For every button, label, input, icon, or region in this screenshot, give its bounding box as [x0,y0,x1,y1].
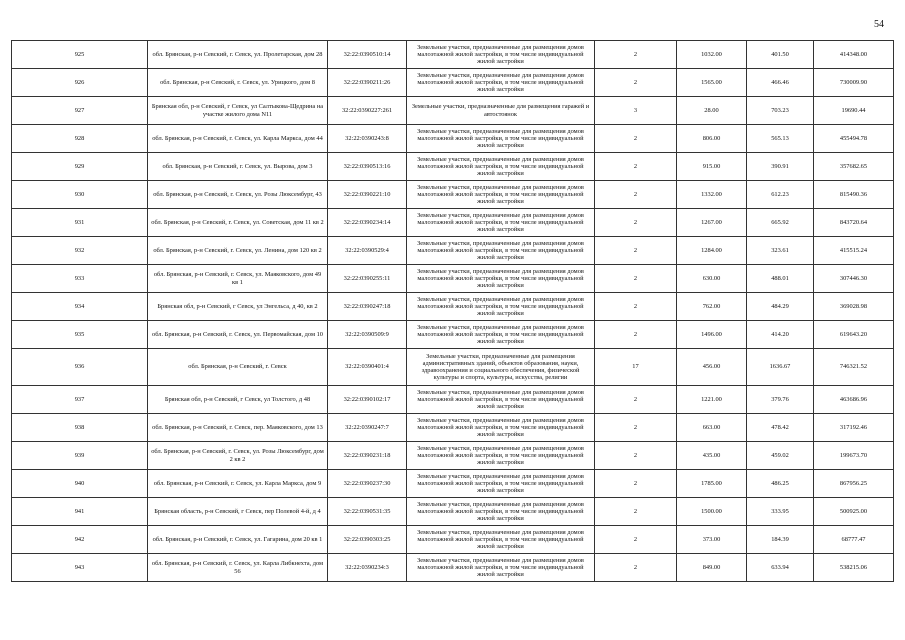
cadastral-value-table [11,40,894,582]
land-use-category-cell: Земельные участки, предназначенные для размещения домов малоэтажной жилой застройки, в том числе индивидуальной жилой застройки [407,498,595,526]
group-number-cell: 2 [595,153,677,181]
cadastral-number-cell: 32:22:0390234:3 [328,554,407,582]
table-row [12,349,894,386]
table-row [12,209,894,237]
cadastral-cost-cell: 619643.20 [814,321,894,349]
group-number-cell: 2 [595,386,677,414]
specific-value-cell: 379.76 [747,386,814,414]
specific-value-cell: 478.42 [747,414,814,442]
specific-value-cell: 484.29 [747,293,814,321]
group-number-cell: 2 [595,321,677,349]
group-number-cell: 2 [595,125,677,153]
cadastral-number-cell: 32:22:0390510:14 [328,41,407,69]
row-number-cell: 938 [12,414,148,442]
land-use-category-cell: Земельные участки, предназначенные для размещения домов малоэтажной жилой застройки, в том числе индивидуальной жилой застройки [407,554,595,582]
address-cell: Брянская область, р-н Севский, г Севск, пер Полевой 4-й, д 4 [148,498,328,526]
specific-value-cell: 703.23 [747,97,814,125]
address-cell: обл. Брянская, р-н Севский, г. Севск, ул. Первомайская, дом 10 [148,321,328,349]
specific-value-cell: 486.25 [747,470,814,498]
group-number-cell: 2 [595,209,677,237]
area-cell: 435.00 [677,442,747,470]
specific-value-cell: 323.61 [747,237,814,265]
cadastral-cost-cell: 199673.70 [814,442,894,470]
row-number-cell: 929 [12,153,148,181]
land-use-category-cell: Земельные участки, предназначенные для размещения домов малоэтажной жилой застройки, в том числе индивидуальной жилой застройки [407,386,595,414]
specific-value-cell: 488.01 [747,265,814,293]
area-cell: 1267.00 [677,209,747,237]
specific-value-cell: 333.95 [747,498,814,526]
cadastral-cost-cell: 730009.90 [814,69,894,97]
table-row [12,470,894,498]
cadastral-number-cell: 32:22:0390234:14 [328,209,407,237]
address-cell: обл. Брянская, р-н Севский, г. Севск, пер. Маяковского, дом 13 [148,414,328,442]
cadastral-cost-cell: 307446.30 [814,265,894,293]
group-number-cell: 2 [595,470,677,498]
specific-value-cell: 401.50 [747,41,814,69]
table-row [12,414,894,442]
row-number-cell: 934 [12,293,148,321]
cadastral-number-cell: 32:22:0390401:4 [328,349,407,386]
area-cell: 1500.00 [677,498,747,526]
area-cell: 456.00 [677,349,747,386]
cadastral-cost-cell: 357682.65 [814,153,894,181]
group-number-cell: 2 [595,181,677,209]
group-number-cell: 17 [595,349,677,386]
cadastral-cost-cell: 455494.78 [814,125,894,153]
cadastral-cost-cell: 317192.46 [814,414,894,442]
cadastral-number-cell: 32:22:0390221:10 [328,181,407,209]
cadastral-cost-cell: 19690.44 [814,97,894,125]
address-cell: Брянская обл, р-н Севский, г Севск, ул Энгельса, д 40, кв 2 [148,293,328,321]
specific-value-cell: 459.02 [747,442,814,470]
cadastral-number-cell: 32:22:0390247:18 [328,293,407,321]
land-use-category-cell: Земельные участки, предназначенные для размещения домов малоэтажной жилой застройки, в том числе индивидуальной жилой застройки [407,153,595,181]
table-row [12,386,894,414]
land-use-category-cell: Земельные участки, предназначенные для размещения гаражей и автостоянок [407,97,595,125]
row-number-cell: 940 [12,470,148,498]
area-cell: 849.00 [677,554,747,582]
cadastral-number-cell: 32:22:0390303:25 [328,526,407,554]
specific-value-cell: 565.13 [747,125,814,153]
land-use-category-cell: Земельные участки, предназначенные для размещения домов малоэтажной жилой застройки, в том числе индивидуальной жилой застройки [407,293,595,321]
table-row [12,554,894,582]
address-cell: обл. Брянская, р-н Севский, г. Севск, ул. Урицкого, дом 8 [148,69,328,97]
specific-value-cell: 184.39 [747,526,814,554]
row-number-cell: 933 [12,265,148,293]
row-number-cell: 927 [12,97,148,125]
row-number-cell: 925 [12,41,148,69]
table-row [12,69,894,97]
address-cell: обл. Брянская, р-н Севский, г. Севск, ул. Карла Маркса, дом 9 [148,470,328,498]
address-cell: Брянская обл, р-н Севский, г Севск, ул Салтыкова-Щедрина на участке жилого дома N11 [148,97,328,125]
cadastral-cost-cell: 843720.64 [814,209,894,237]
area-cell: 1565.00 [677,69,747,97]
row-number-cell: 939 [12,442,148,470]
cadastral-cost-cell: 815490.36 [814,181,894,209]
group-number-cell: 2 [595,237,677,265]
table-row [12,442,894,470]
address-cell: обл. Брянская, р-н Севский, г. Севск [148,349,328,386]
address-cell: обл. Брянская, р-н Севский, г. Севск, ул. Розы Люксембург, 43 [148,181,328,209]
table-row [12,293,894,321]
specific-value-cell: 466.46 [747,69,814,97]
cadastral-number-cell: 32:22:0390509:9 [328,321,407,349]
address-cell: обл. Брянская, р-н Севский, г. Севск, ул. Маяковского, дом 49 кв 1 [148,265,328,293]
row-number-cell: 930 [12,181,148,209]
table-row [12,237,894,265]
specific-value-cell: 665.92 [747,209,814,237]
group-number-cell: 2 [595,442,677,470]
address-cell: обл. Брянская, р-н Севский, г. Севск, ул. Розы Люксембург, дом 2 кв 2 [148,442,328,470]
area-cell: 1032.00 [677,41,747,69]
row-number-cell: 935 [12,321,148,349]
cadastral-cost-cell: 68777.47 [814,526,894,554]
cadastral-number-cell: 32:22:0390529:4 [328,237,407,265]
cadastral-number-cell: 32:22:0390243:8 [328,125,407,153]
land-use-category-cell: Земельные участки, предназначенные для размещения домов малоэтажной жилой застройки, в том числе индивидуальной жилой застройки [407,41,595,69]
specific-value-cell: 612.23 [747,181,814,209]
specific-value-cell: 1636.67 [747,349,814,386]
table-row [12,125,894,153]
specific-value-cell: 414.20 [747,321,814,349]
cadastral-cost-cell: 415515.24 [814,237,894,265]
cadastral-number-cell: 32:22:0390237:30 [328,470,407,498]
cadastral-cost-cell: 867956.25 [814,470,894,498]
row-number-cell: 936 [12,349,148,386]
cadastral-cost-cell: 538215.06 [814,554,894,582]
land-use-category-cell: Земельные участки, предназначенные для размещения домов малоэтажной жилой застройки, в том числе индивидуальной жилой застройки [407,321,595,349]
table-row [12,153,894,181]
area-cell: 1496.00 [677,321,747,349]
land-use-category-cell: Земельные участки, предназначенные для размещения домов малоэтажной жилой застройки, в том числе индивидуальной жилой застройки [407,181,595,209]
cadastral-cost-cell: 746321.52 [814,349,894,386]
address-cell: обл. Брянская, р-н Севский, г. Севск, ул. Карла Либкнехта, дом 56 [148,554,328,582]
cadastral-number-cell: 32:22:0390531:35 [328,498,407,526]
cadastral-number-cell: 32:22:0390247:7 [328,414,407,442]
land-use-category-cell: Земельные участки, предназначенные для размещения домов малоэтажной жилой застройки, в том числе индивидуальной жилой застройки [407,526,595,554]
row-number-cell: 928 [12,125,148,153]
land-use-category-cell: Земельные участки, предназначенные для размещения домов малоэтажной жилой застройки, в том числе индивидуальной жилой застройки [407,209,595,237]
land-use-category-cell: Земельные участки, предназначенные для размещения домов малоэтажной жилой застройки, в том числе индивидуальной жилой застройки [407,470,595,498]
table-row [12,41,894,69]
area-cell: 1332.00 [677,181,747,209]
land-use-category-cell: Земельные участки, предназначенные для размещения административных зданий, объектов образования, науки, здравоохранения и социального обеспечения, физической культуры и спорта, культуры, искусства, религии [407,349,595,386]
cadastral-number-cell: 32:22:0390102:17 [328,386,407,414]
table-row [12,97,894,125]
group-number-cell: 2 [595,41,677,69]
row-number-cell: 943 [12,554,148,582]
row-number-cell: 926 [12,69,148,97]
table-row [12,498,894,526]
group-number-cell: 2 [595,265,677,293]
area-cell: 1785.00 [677,470,747,498]
address-cell: обл. Брянская, р-н Севский, г. Севск, ул. Советская, дом 11 кв 2 [148,209,328,237]
row-number-cell: 932 [12,237,148,265]
area-cell: 28.00 [677,97,747,125]
cadastral-cost-cell: 463686.96 [814,386,894,414]
land-use-category-cell: Земельные участки, предназначенные для размещения домов малоэтажной жилой застройки, в том числе индивидуальной жилой застройки [407,442,595,470]
area-cell: 630.00 [677,265,747,293]
table-row [12,181,894,209]
cadastral-cost-cell: 500925.00 [814,498,894,526]
row-number-cell: 941 [12,498,148,526]
cadastral-number-cell: 32:22:0390513:16 [328,153,407,181]
cadastral-number-cell: 32:22:0390211:26 [328,69,407,97]
row-number-cell: 931 [12,209,148,237]
area-cell: 1221.00 [677,386,747,414]
table-row [12,265,894,293]
row-number-cell: 937 [12,386,148,414]
table-row [12,526,894,554]
area-cell: 915.00 [677,153,747,181]
land-use-category-cell: Земельные участки, предназначенные для размещения домов малоэтажной жилой застройки, в том числе индивидуальной жилой застройки [407,125,595,153]
group-number-cell: 2 [595,526,677,554]
area-cell: 806.00 [677,125,747,153]
address-cell: обл. Брянская, р-н Севский, г. Севск, ул. Ленина, дом 120 кв 2 [148,237,328,265]
address-cell: обл. Брянская, р-н Севский, г. Севск, ул. Вырова, дом 3 [148,153,328,181]
table-body [12,41,894,582]
specific-value-cell: 633.94 [747,554,814,582]
cadastral-cost-cell: 369028.98 [814,293,894,321]
address-cell: Брянская обл, р-н Севский, г Севск, ул Толстого, д 48 [148,386,328,414]
cadastral-number-cell: 32:22:0390231:18 [328,442,407,470]
address-cell: обл. Брянская, р-н Севский, г. Севск, ул. Пролетарская, дом 28 [148,41,328,69]
area-cell: 373.00 [677,526,747,554]
group-number-cell: 2 [595,414,677,442]
cadastral-cost-cell: 414348.00 [814,41,894,69]
group-number-cell: 2 [595,69,677,97]
address-cell: обл. Брянская, р-н Севский, г. Севск, ул. Гагарина, дом 20 кв 1 [148,526,328,554]
specific-value-cell: 390.91 [747,153,814,181]
land-use-category-cell: Земельные участки, предназначенные для размещения домов малоэтажной жилой застройки, в том числе индивидуальной жилой застройки [407,69,595,97]
address-cell: обл. Брянская, р-н Севский, г. Севск, ул. Карла Маркса, дом 44 [148,125,328,153]
area-cell: 1284.00 [677,237,747,265]
table-row [12,321,894,349]
area-cell: 762.00 [677,293,747,321]
cadastral-number-cell: 32:22:0390255:11 [328,265,407,293]
row-number-cell: 942 [12,526,148,554]
page-number: 54 [874,19,884,30]
cadastral-number-cell: 32:22:0390227:261 [328,97,407,125]
land-use-category-cell: Земельные участки, предназначенные для размещения домов малоэтажной жилой застройки, в том числе индивидуальной жилой застройки [407,265,595,293]
area-cell: 663.00 [677,414,747,442]
land-use-category-cell: Земельные участки, предназначенные для размещения домов малоэтажной жилой застройки, в том числе индивидуальной жилой застройки [407,237,595,265]
group-number-cell: 2 [595,498,677,526]
group-number-cell: 2 [595,554,677,582]
land-use-category-cell: Земельные участки, предназначенные для размещения домов малоэтажной жилой застройки, в том числе индивидуальной жилой застройки [407,414,595,442]
group-number-cell: 2 [595,293,677,321]
group-number-cell: 3 [595,97,677,125]
